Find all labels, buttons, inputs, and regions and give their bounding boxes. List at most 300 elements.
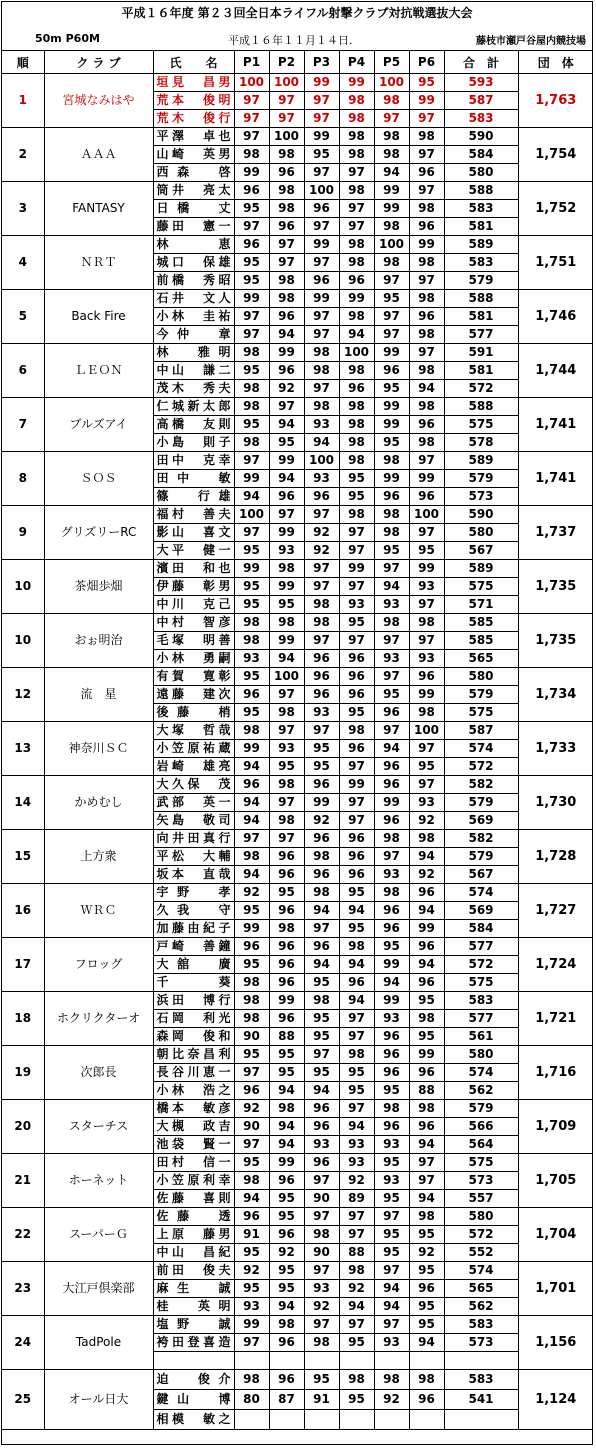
score-p4: 97 [339,758,374,776]
score-p4: 97 [339,632,374,650]
shooter-name: 垣見 昌男 [153,74,234,92]
score-p6: 96 [409,1280,444,1298]
score-p1: 90 [234,1118,269,1136]
score-p5: 94 [374,164,409,182]
score-p5: 96 [374,812,409,830]
score-p1: 97 [234,1334,269,1352]
shooter-name: 田中 克幸 [153,452,234,470]
table-row [2,1262,593,1280]
score-p3: 97 [304,164,339,182]
score-p4: 93 [339,1154,374,1172]
score-p3: 94 [304,902,339,920]
score-p4: 96 [339,866,374,884]
score-p3: 92 [304,1298,339,1316]
score-p5: 96 [374,920,409,938]
score-p3: 98 [304,848,339,866]
score-p2: 95 [269,1280,304,1298]
individual-total: 578 [444,434,518,452]
score-p4: 95 [339,1064,374,1082]
score-p3: 97 [304,308,339,326]
results-body [2,74,593,1430]
score-p6: 97 [409,272,444,290]
score-p5: 98 [374,254,409,272]
score-p3: 98 [304,1226,339,1244]
score-p3: 97 [304,560,339,578]
table-row [2,74,593,92]
table-row [2,236,593,254]
score-p1: 98 [234,848,269,866]
score-p6: 93 [409,578,444,596]
individual-total: 588 [444,182,518,200]
shooter-name: 大平 健一 [153,542,234,560]
shooter-name: 林 雅明 [153,344,234,362]
rank-cell: 10 [2,560,44,614]
score-p1: 95 [234,704,269,722]
score-p3 [304,1352,339,1370]
score-p1: 99 [234,470,269,488]
score-p2 [269,1352,304,1370]
score-p4: 96 [339,848,374,866]
individual-total: 571 [444,596,518,614]
score-p4: 98 [339,1262,374,1280]
score-p3: 93 [304,1136,339,1154]
score-p2: 96 [269,362,304,380]
score-p1: 95 [234,1154,269,1172]
score-p2: 96 [269,866,304,884]
score-p6: 98 [409,1208,444,1226]
club-cell: 大江戸倶楽部 [44,1262,153,1316]
score-p6: 98 [409,200,444,218]
score-p2: 97 [269,254,304,272]
score-p5: 100 [374,236,409,254]
score-p6: 99 [409,1046,444,1064]
score-p5: 99 [374,200,409,218]
shooter-name: 荒本 俊明 [153,92,234,110]
individual-total: 581 [444,218,518,236]
individual-total: 589 [444,236,518,254]
shooter-name: 後藤 梢 [153,704,234,722]
score-p2: 94 [269,470,304,488]
score-p2: 97 [269,506,304,524]
shooter-name: 西森 啓 [153,164,234,182]
score-p6: 98 [409,362,444,380]
score-p2: 97 [269,92,304,110]
individual-total: 557 [444,1190,518,1208]
score-p6: 97 [409,596,444,614]
shooter-name: 石井 文人 [153,290,234,308]
team-total: 1,746 [518,290,593,344]
shooter-name: 篠 行雄 [153,488,234,506]
rank-cell: 9 [2,506,44,560]
individual-total: 552 [444,1244,518,1262]
score-p6: 98 [409,434,444,452]
score-p2: 96 [269,1370,304,1390]
team-total: 1,716 [518,1046,593,1100]
score-p3: 97 [304,1262,339,1280]
rank-cell: 15 [2,830,44,884]
score-p5: 98 [374,218,409,236]
score-p5: 99 [374,794,409,812]
header-row [2,51,593,74]
score-p2: 96 [269,488,304,506]
score-p4: 99 [339,776,374,794]
score-p5: 96 [374,776,409,794]
score-p4: 96 [339,974,374,992]
club-cell: スーパーＧ [44,1208,153,1262]
score-p1: 95 [234,362,269,380]
individual-total: 583 [444,110,518,128]
club-cell: スターチス [44,1100,153,1154]
score-p6: 97 [409,524,444,542]
individual-total: 569 [444,902,518,920]
score-p6: 96 [409,938,444,956]
individual-total: 573 [444,488,518,506]
score-p1: 98 [234,1172,269,1190]
score-p5: 96 [374,1028,409,1046]
score-p4: 88 [339,1244,374,1262]
score-p4: 99 [339,74,374,92]
rank-cell: 6 [2,344,44,398]
score-p3: 98 [304,398,339,416]
shooter-name: 林 恵 [153,236,234,254]
shooter-name: 佐藤 透 [153,1208,234,1226]
score-p5: 98 [374,146,409,164]
col-name: 氏 名 [153,51,234,74]
col-p4: P4 [339,51,374,74]
score-p6: 98 [409,614,444,632]
score-p5: 96 [374,902,409,920]
score-p3: 94 [304,1082,339,1100]
score-p2: 95 [269,1064,304,1082]
score-p3: 99 [304,794,339,812]
score-p5: 94 [374,1280,409,1298]
individual-total: 581 [444,308,518,326]
score-p4: 98 [339,452,374,470]
rank-cell: 7 [2,398,44,452]
score-p1: 96 [234,1082,269,1100]
score-p1: 96 [234,686,269,704]
individual-total: 572 [444,758,518,776]
score-p5: 95 [374,938,409,956]
score-p3: 95 [304,1064,339,1082]
score-p2: 94 [269,416,304,434]
shooter-name: 藤田 憲一 [153,218,234,236]
score-p1: 98 [234,380,269,398]
score-p3: 96 [304,272,339,290]
table-row [2,722,593,740]
club-cell: FANTASY [44,182,153,236]
score-p3: 94 [304,956,339,974]
score-p3: 100 [304,452,339,470]
individual-total: 589 [444,560,518,578]
score-p5: 97 [374,722,409,740]
shooter-name: 有賀 寛彰 [153,668,234,686]
score-p3: 96 [304,938,339,956]
individual-total: 579 [444,470,518,488]
score-p1: 94 [234,1190,269,1208]
individual-total [444,1410,518,1430]
score-p2: 98 [269,776,304,794]
score-p5: 98 [374,1100,409,1118]
team-total: 1,741 [518,398,593,452]
score-p2: 100 [269,128,304,146]
score-p6: 95 [409,1316,444,1334]
score-p3: 93 [304,470,339,488]
results-sheet [1,1,593,1445]
score-p5: 98 [374,614,409,632]
score-p6 [409,1352,444,1370]
shooter-name: 小島 則子 [153,434,234,452]
table-row [2,830,593,848]
score-p2: 94 [269,1298,304,1316]
score-p2: 99 [269,344,304,362]
shooter-name: 中山 謙二 [153,362,234,380]
shooter-name: 加藤由紀子 [153,920,234,938]
individual-total: 574 [444,884,518,902]
score-p2: 96 [269,1172,304,1190]
score-p6: 95 [409,1028,444,1046]
score-p1: 96 [234,1208,269,1226]
score-p1: 80 [234,1390,269,1410]
score-p5: 97 [374,326,409,344]
score-p4: 97 [339,542,374,560]
table-row [2,1100,593,1118]
shooter-name: 石岡 利光 [153,1010,234,1028]
score-p4: 98 [339,362,374,380]
rank-cell: 18 [2,992,44,1046]
score-p4: 97 [339,200,374,218]
score-p6: 99 [409,470,444,488]
score-p6: 97 [409,776,444,794]
score-p3: 95 [304,974,339,992]
table-row [2,938,593,956]
score-p2: 97 [269,110,304,128]
shooter-name: 平澤 卓也 [153,128,234,146]
score-p4: 95 [339,1390,374,1410]
score-p6: 97 [409,632,444,650]
individual-total: 577 [444,326,518,344]
score-p5: 96 [374,1046,409,1064]
score-p4: 98 [339,1046,374,1064]
col-club: ク ラ ブ [44,51,153,74]
score-p5: 97 [374,848,409,866]
score-p4: 100 [339,344,374,362]
page-title: 平成１６年度 第２３回全日本ライフル射撃クラブ対抗戦選抜大会 [121,6,473,20]
individual-total [444,1352,518,1370]
team-total: 1,741 [518,452,593,506]
shooter-name: 遠藤 建次 [153,686,234,704]
score-p4: 94 [339,956,374,974]
score-p2: 98 [269,704,304,722]
individual-total: 583 [444,1316,518,1334]
score-p4: 98 [339,254,374,272]
venue-name: 藤枝市瀬戸谷屋内競技場 [476,36,586,47]
shooter-name: 筒井 亮太 [153,182,234,200]
score-p4: 97 [339,1316,374,1334]
score-p3: 96 [304,866,339,884]
score-p2: 87 [269,1390,304,1410]
individual-total: 585 [444,632,518,650]
score-p6 [409,1410,444,1430]
score-p5: 93 [374,1136,409,1154]
score-p2: 100 [269,74,304,92]
col-total: 合 計 [444,51,518,74]
score-p3: 97 [304,506,339,524]
score-p6: 94 [409,1190,444,1208]
team-total: 1,734 [518,668,593,722]
score-p2: 96 [269,956,304,974]
score-p2: 95 [269,434,304,452]
score-p3: 98 [304,362,339,380]
club-cell: グリズリーRC [44,506,153,560]
rank-cell: 3 [2,182,44,236]
rank-cell: 12 [2,668,44,722]
score-p2: 99 [269,632,304,650]
score-p3: 93 [304,704,339,722]
score-p2: 99 [269,578,304,596]
score-p6: 97 [409,1154,444,1172]
score-p2: 95 [269,884,304,902]
score-p4: 95 [339,470,374,488]
score-p3: 96 [304,1118,339,1136]
score-p1: 95 [234,1280,269,1298]
table-row [2,1154,593,1172]
shooter-name: 池袋 賢一 [153,1136,234,1154]
score-p4: 95 [339,920,374,938]
score-p1: 95 [234,542,269,560]
individual-total: 574 [444,1064,518,1082]
score-p3: 96 [304,1100,339,1118]
shooter-name: 高橋 友則 [153,416,234,434]
score-p1: 92 [234,1262,269,1280]
score-p4: 97 [339,794,374,812]
score-p4: 96 [339,668,374,686]
score-p6: 97 [409,146,444,164]
score-p3: 96 [304,776,339,794]
table-row [2,1370,593,1390]
score-p3: 92 [304,524,339,542]
club-cell: 茶畑歩畑 [44,560,153,614]
individual-total: 580 [444,524,518,542]
club-cell: ＳＯＳ [44,452,153,506]
score-p2: 97 [269,722,304,740]
score-p2: 97 [269,236,304,254]
score-p1 [234,1352,269,1370]
score-p1: 98 [234,1370,269,1390]
score-p6: 96 [409,308,444,326]
individual-total: 590 [444,506,518,524]
team-total: 1,733 [518,722,593,776]
individual-total: 573 [444,1334,518,1352]
score-p4: 97 [339,164,374,182]
score-p2: 95 [269,1262,304,1280]
score-p3: 99 [304,236,339,254]
score-p2: 98 [269,146,304,164]
score-p6: 88 [409,1082,444,1100]
score-p3: 100 [304,182,339,200]
score-p3: 95 [304,758,339,776]
event-date: 平成１６年１１月１４日. [228,34,353,47]
score-p6: 99 [409,236,444,254]
table-row [2,452,593,470]
score-p2: 98 [269,614,304,632]
score-p4: 97 [339,524,374,542]
score-p4: 97 [339,1208,374,1226]
score-p1: 100 [234,506,269,524]
score-p4: 98 [339,416,374,434]
table-row [2,992,593,1010]
score-p6: 98 [409,1100,444,1118]
score-p5: 96 [374,362,409,380]
col-p2: P2 [269,51,304,74]
score-p4: 97 [339,218,374,236]
score-p3: 95 [304,740,339,758]
score-p5: 93 [374,596,409,614]
shooter-name: 相模 敏之 [153,1410,234,1430]
individual-total: 579 [444,272,518,290]
score-p5: 94 [374,974,409,992]
score-p1: 94 [234,812,269,830]
score-p2: 94 [269,1082,304,1100]
score-p6: 96 [409,1390,444,1410]
score-p5: 95 [374,1244,409,1262]
shooter-name: 田中 敏 [153,470,234,488]
score-p6: 96 [409,974,444,992]
score-p3: 97 [304,1208,339,1226]
score-p6: 94 [409,956,444,974]
club-cell: 次郎長 [44,1046,153,1100]
score-p1: 98 [234,434,269,452]
individual-total: 574 [444,740,518,758]
rank-cell: 23 [2,1262,44,1316]
individual-total: 584 [444,920,518,938]
score-p5: 98 [374,830,409,848]
rank-cell: 13 [2,722,44,776]
score-p3: 97 [304,1172,339,1190]
score-p4: 98 [339,506,374,524]
score-p2: 95 [269,758,304,776]
score-p3: 97 [304,110,339,128]
score-p1: 94 [234,758,269,776]
team-total: 1,754 [518,128,593,182]
team-total: 1,721 [518,992,593,1046]
team-total: 1,124 [518,1370,593,1430]
table-row [2,1208,593,1226]
rank-cell: 2 [2,128,44,182]
shooter-name: 向井田真行 [153,830,234,848]
score-p6: 98 [409,128,444,146]
score-p3: 97 [304,578,339,596]
rank-cell: 22 [2,1208,44,1262]
score-p3: 94 [304,434,339,452]
score-p1: 98 [234,398,269,416]
score-p1: 98 [234,632,269,650]
score-p4: 93 [339,1136,374,1154]
shooter-name: 日橋 丈 [153,200,234,218]
individual-total: 579 [444,686,518,704]
individual-total: 572 [444,380,518,398]
score-p1: 99 [234,290,269,308]
shooter-name: 中山 昌紀 [153,1244,234,1262]
rank-cell: 1 [2,74,44,128]
score-p5: 96 [374,488,409,506]
score-p1: 97 [234,110,269,128]
score-p3: 97 [304,920,339,938]
score-p3: 95 [304,1370,339,1390]
individual-total: 591 [444,344,518,362]
individual-total: 580 [444,668,518,686]
shooter-name: 毛塚 明善 [153,632,234,650]
